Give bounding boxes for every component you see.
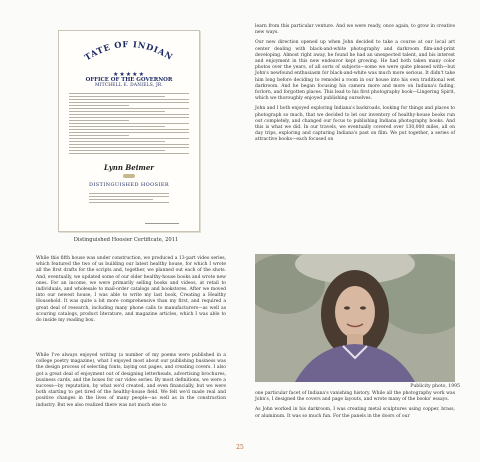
paragraph: As John worked in his darkroom, I was creating metal sculptures using copper, brass, or aluminum. It was so much fun. For the panels in the doors of our bbox=[255, 407, 455, 419]
paragraph: While I've always enjoyed writing (a number of my poems were published in a college poetry magazine), what I enjoyed most about our publishing business was the design process of selecting fonts, laying out pages, and creating covers. I also got a great deal of enjoyment out of designing letterheads, advertising brochures, business cards, and the boxes for our video series. By most definitions, we were a success—by reputation, by what we'd created, and even financially, but we were both starting to get tired of the healthy-house field. We felt we'd made real and positive changes in the lives of many people—as well as in the construction industry. But we also realized there was not much else to bbox=[36, 353, 226, 408]
left-column-text bbox=[36, 256, 226, 328]
certificate-arc-title bbox=[59, 27, 199, 65]
certificate-office: OFFICE OF THE GOVERNOR bbox=[85, 77, 173, 83]
certificate-seal bbox=[123, 174, 135, 178]
certificate-recipient-name: Lynn Beimer bbox=[104, 163, 154, 172]
certificate-stars: ★★★★★ bbox=[113, 71, 145, 78]
photo-caption: Publicity photo, 1995 bbox=[410, 384, 460, 389]
right-column-top-text bbox=[255, 24, 455, 148]
distinguished-hoosier-certificate bbox=[58, 27, 200, 232]
publicity-photo bbox=[255, 254, 455, 382]
paragraph: one particular facet of Indiana's vanishing history. While all the photography work was John's, I designed the covers and page layouts, and wrote many of the books' essays. bbox=[255, 391, 455, 403]
certificate-signature bbox=[145, 217, 179, 224]
svg-text:STATE OF INDIANA bbox=[72, 27, 175, 62]
paragraph: John and I both enjoyed exploring Indiana's backroads, looking for things and places to photograph so much, that we decided to let our inventory of healthy-house books run out completely, and changed our focus to publishing Indiana photography books. And this is what we did. In our travels, we eventually covered over 130,000 miles, all on day trips, exploring and capturing Indiana's past on film. We put together, a series of attractive books—each focused on bbox=[255, 106, 455, 143]
paragraph: learn from this particular venture. And we were ready, once again, to grow in creative new ways. bbox=[255, 24, 455, 36]
certificate-governor-name: MITCHELL E. DANIELS, JR. bbox=[94, 83, 164, 88]
page-number: 25 bbox=[236, 444, 244, 451]
certificate-caption: Distinguished Hoosier Certificate, 2011 bbox=[73, 237, 179, 243]
certificate-footer-text bbox=[89, 191, 169, 205]
paragraph: While this fifth house was under construction, we produced a 13-part video series, which featured the two of us building our latest healthy house, for which I wrote all the first drafts for the scripts and, together, we planned out each of the shots. And, eventually, we updated some of our older healthy-house books and wrote new ones. For an income, we were primarily selling books and videos, at retail to individuals, and wholesale to mail-order catalogs and bookstores. After we moved into our newest house, I was able to write my last book, Creating a Healthy Household. It was quite a bit more comprehensive than my first, and required a great deal of research, including many phone calls to manufacturers—as well as scouring catalogs, product literature, and magazine articles, which I was able to do inside my reading box. bbox=[36, 256, 226, 324]
left-column-text-b bbox=[36, 353, 226, 413]
publicity-photo-image bbox=[255, 254, 455, 382]
certificate-arc-text: STATE OF INDIANA bbox=[72, 27, 175, 63]
right-column-bottom-text bbox=[255, 391, 455, 424]
certificate-body-text bbox=[69, 91, 189, 156]
certificate-title: DISTINGUISHED HOOSIER bbox=[88, 182, 170, 188]
paragraph: Our new direction opened up when John decided to take a course at our local art center dealing with black-and-white photography and darkroom film-and-print developing. Almost right away, he found he had an unexpected talent, and his interest and enjoyment in this new endeavor kept growing. He had both taken many color photos over the years, of all sorts of subjects—some we were quite pleased with—but John's newfound enthusiasm for black-and-white was much more serious. It didn't take him long before deciding to remodel a room in our house into his own traditional wet darkroom. And he began focusing his camera more and more on Indiana's fading, forlorn, and forgotten places. This lead to his first photography book—Lingering Spirit, which we thoroughly enjoyed publishing ourselves. bbox=[255, 40, 455, 102]
